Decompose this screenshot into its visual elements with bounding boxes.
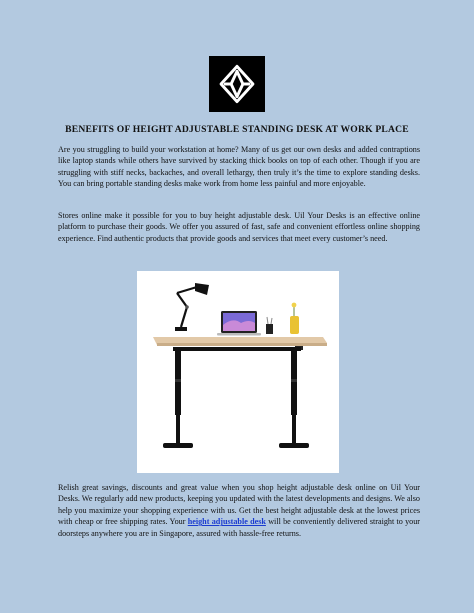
paragraph-stores: Stores online make it possible for you to buy height adjustable desk. Uil Your Desks is an effective online platform to purchase their goods. We offer you assured of fast, safe and convenient effortless online shopping experience. Find authentic products that provide goods and services that meet every customer’s need. [58,211,420,243]
flower-vase [290,303,299,334]
paragraph-savings [58,482,420,539]
desk-lamp [175,283,209,331]
desk [153,337,327,448]
standing-desk-photo [137,271,339,473]
brand-logo [209,56,265,112]
paragraph-savings-text-1: Relish great savings, discounts and great value when you shop height adjustable desk online on Uil Your Desks. We regularly add new products, keeping you updated with the latest developments and designs. We also help you maximize your shopping experience with us. Get the best height adjustable desk at the lowest prices with cheap or free shipping rates. Your [58,483,420,527]
paragraph-savings-text-2: will be conveniently delivered straight to your doorsteps anywhere you are in Singapore, assured with hassle-free returns. [58,517,420,538]
pen-cup [266,317,273,334]
paragraph-intro: Are you struggling to build your workstation at home? Many of us get our own desks and added contraptions like laptop stands while others have survived by stacking thick books on top of each other. Though if you are struggling with stiff necks, backaches, and overall lethargy, then truly it’s the time to explore standing desks. You can bring portable standing desks make work from home less painful and more enjoyable. [58,145,420,189]
height-adjustable-desk-link[interactable]: height adjustable desk [187,517,266,527]
brand-logo-icon [216,63,258,105]
laptop [217,311,261,336]
page-title: BENEFITS OF HEIGHT ADJUSTABLE STANDING DESK AT WORK PLACE [65,124,409,135]
